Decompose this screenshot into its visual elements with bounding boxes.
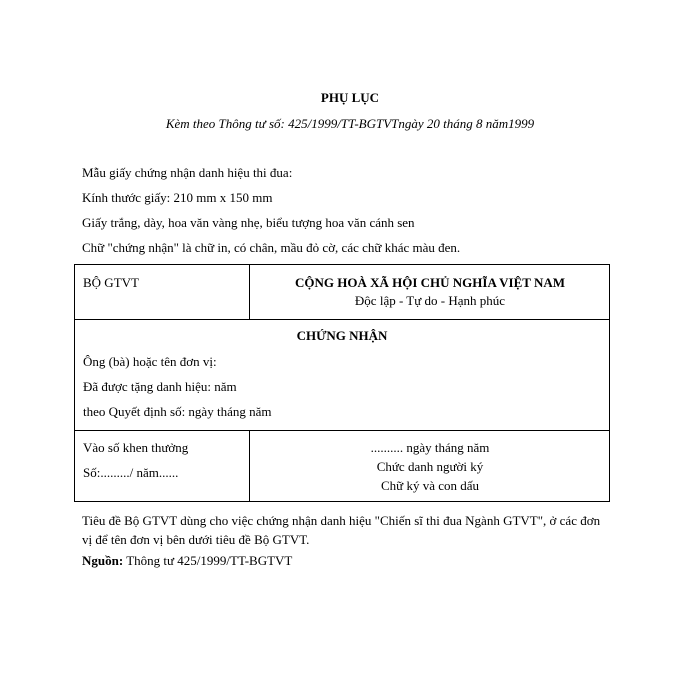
register-number: Số:........./ năm......: [83, 465, 179, 480]
signature-seal: Chữ ký và con dấu: [380, 478, 480, 493]
intro-line-form: Mẫu giấy chứng nhận danh hiệu thi đua:: [82, 165, 293, 180]
intro-line-size: Kính thước giấy: 210 mm x 150 mm: [82, 190, 273, 205]
appendix-title: PHỤ LỤC: [320, 90, 380, 105]
intro-line-paper: Giấy trắng, dày, hoa văn vàng nhẹ, biểu tượng hoa văn cánh sen: [82, 215, 415, 230]
nation-motto: Độc lập - Tự do - Hạnh phúc: [354, 293, 506, 308]
source-label: Nguồn:: [82, 553, 124, 568]
decision-line: theo Quyết định số: ngày tháng năm: [83, 404, 272, 419]
source-text: Thông tư 425/1999/TT-BGTVT: [123, 553, 293, 568]
signer-title: Chức danh người ký: [376, 459, 484, 474]
divider-vertical-bottom: [249, 430, 250, 502]
usage-note: Tiêu đề Bộ GTVT dùng cho việc chứng nhận danh hiệu "Chiến sĩ thi đua Ngành GTVT", ở các đơn vị để tên đơn vị bên dưới tiêu đề Bộ GTVT.: [82, 513, 601, 547]
award-line: Đã được tặng danh hiệu: năm: [83, 379, 237, 394]
recipient-line: Ông (bà) hoặc tên đơn vị:: [83, 354, 217, 369]
certificate-form: [74, 264, 610, 502]
source-line: [82, 553, 292, 569]
nation-name: CỘNG HOÀ XÃ HỘI CHỦ NGHĨA VIỆT NAM: [294, 275, 566, 290]
intro-line-lettering: Chữ "chứng nhận" là chữ in, có chân, mầu đỏ cờ, các chữ khác màu đen.: [82, 240, 461, 255]
agency-name: BỘ GTVT: [83, 275, 139, 290]
appendix-subtitle: Kèm theo Thông tư số: 425/1999/TT-BGTVTngày 20 tháng 8 năm1999: [165, 116, 535, 131]
register-label: Vào số khen thưởng: [83, 440, 189, 455]
certificate-heading: CHỨNG NHẬN: [296, 328, 388, 343]
divider-horizontal-1: [75, 319, 609, 320]
divider-vertical-top: [249, 265, 250, 319]
divider-horizontal-2: [75, 430, 609, 431]
date-line: .......... ngày tháng năm: [370, 440, 490, 455]
